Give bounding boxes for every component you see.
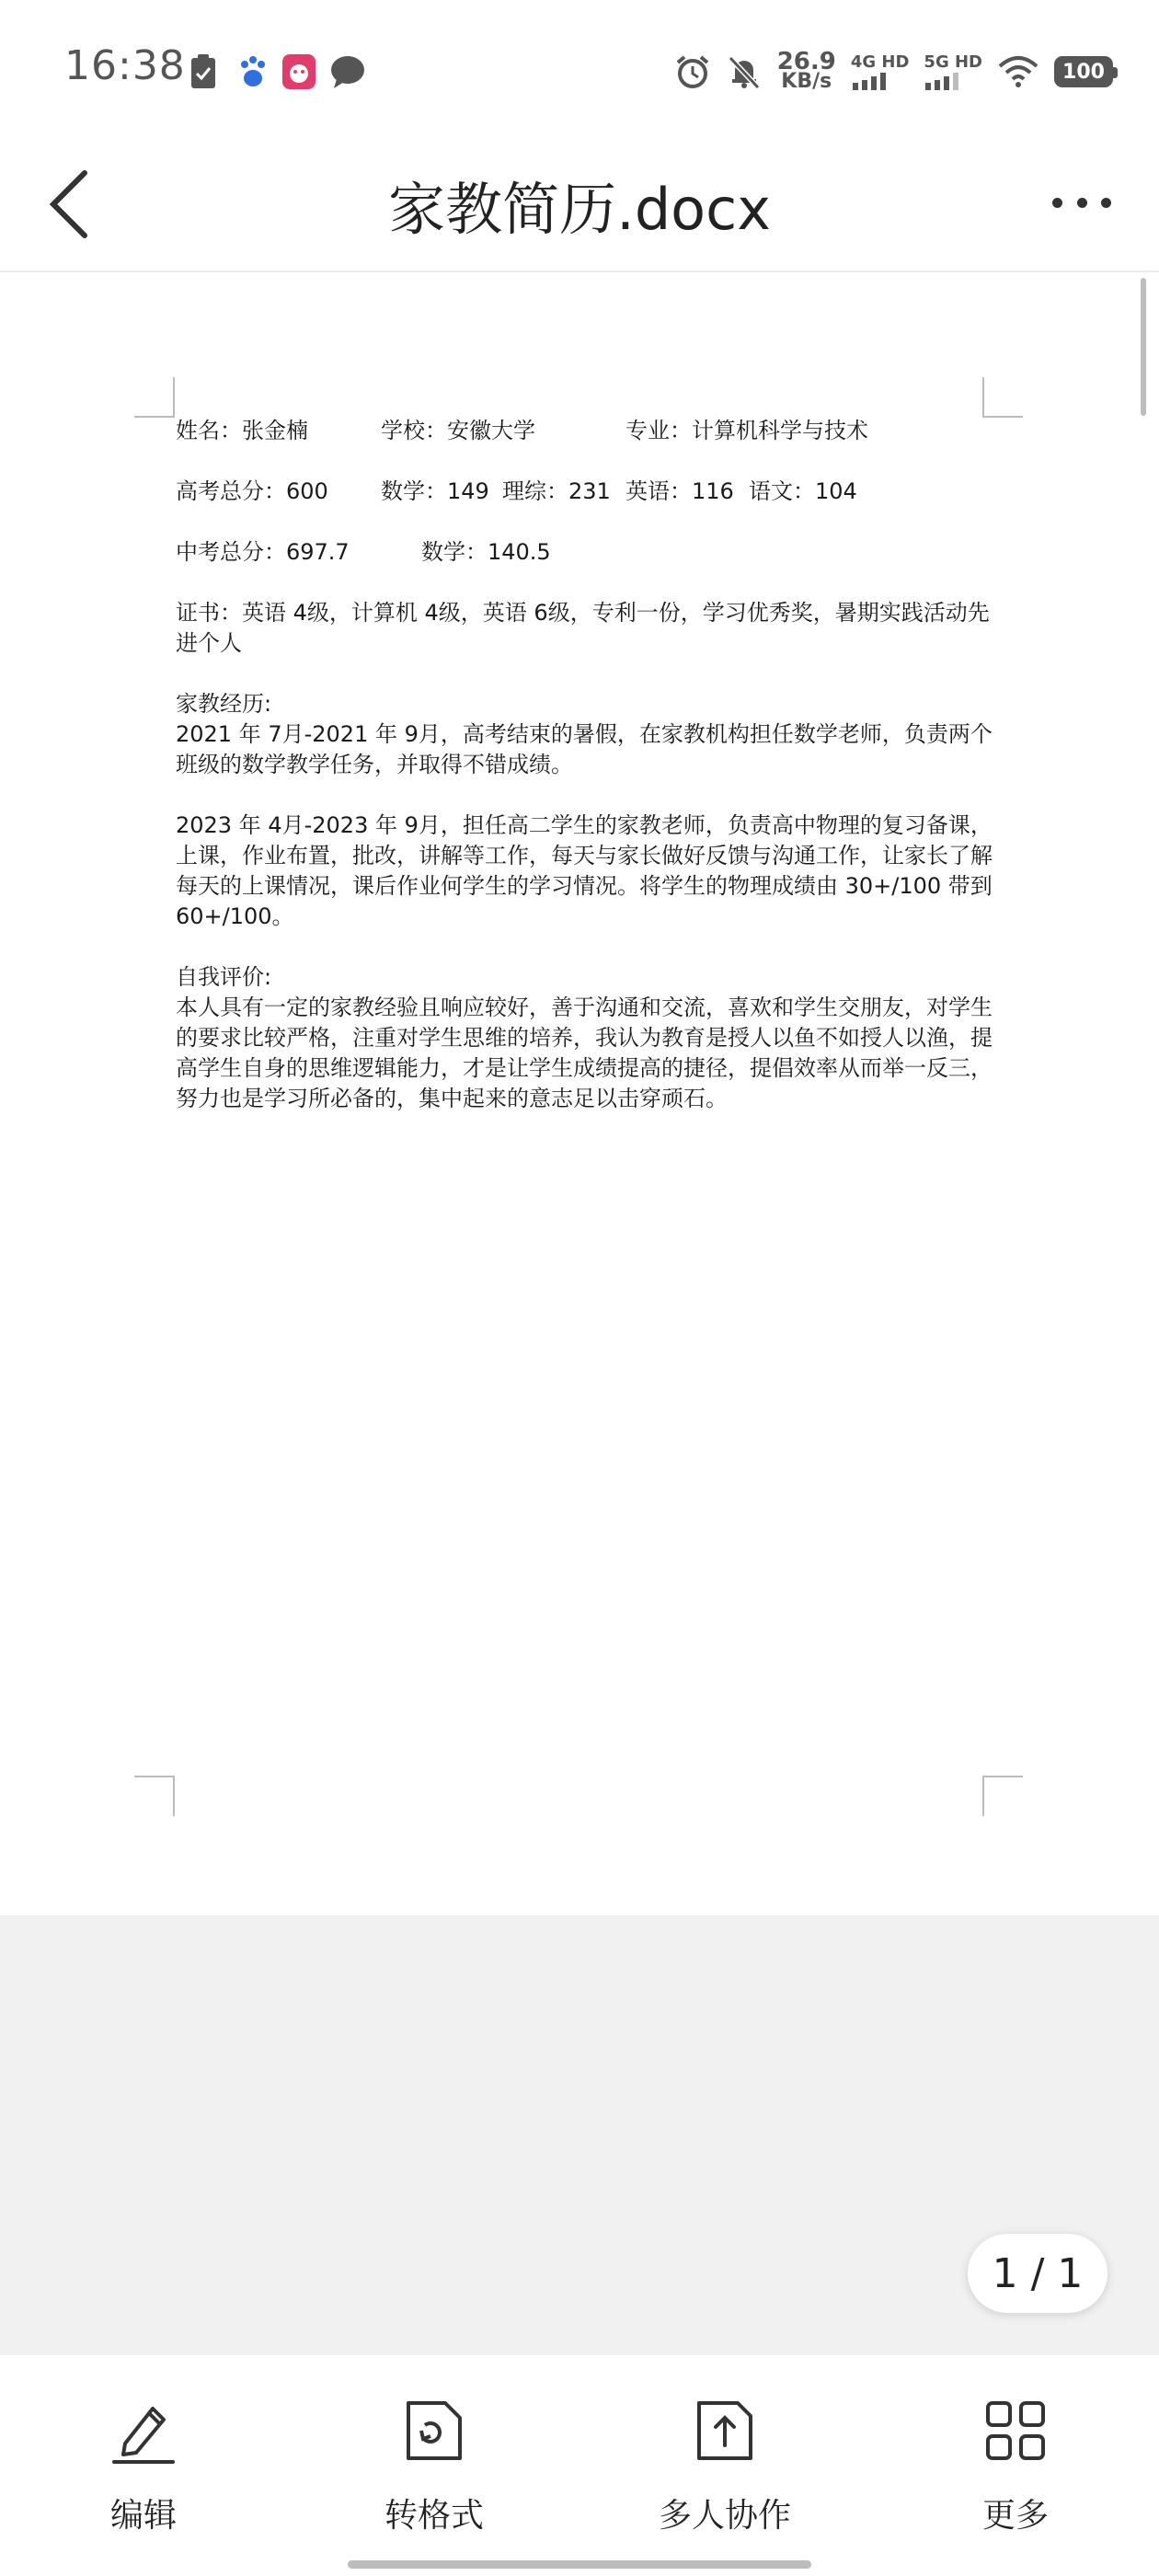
signal-bars-icon (924, 72, 964, 90)
page-corner-mark (134, 377, 175, 418)
pencil-icon (109, 2396, 178, 2466)
score-row (176, 477, 1004, 507)
share-doc-icon (690, 2396, 760, 2466)
name-field: 姓名：张金楠 (176, 418, 308, 443)
science-score: 理综：231 (502, 478, 611, 504)
major-field: 专业：计算机科学与技术 (625, 418, 868, 443)
dot-icon (1052, 198, 1062, 208)
bottom-toolbar (0, 2355, 1159, 2576)
baidu-icon (237, 53, 269, 90)
status-bar (0, 0, 1159, 138)
dot-icon (1077, 198, 1087, 208)
grid-icon (981, 2396, 1050, 2466)
zhongkao-score: 中考总分：697.7 (176, 539, 350, 565)
status-time: 16:38 (64, 42, 186, 89)
page-counter[interactable]: 1 / 1 (968, 2234, 1107, 2313)
file-convert-icon (399, 2396, 469, 2466)
gaokao-score: 高考总分：600 (176, 478, 328, 504)
page-title: 家教简历.docx (388, 176, 771, 243)
app-badge-icon (281, 53, 316, 90)
mute-icon (726, 53, 763, 90)
status-indicators (674, 48, 1113, 96)
net-speed: 26.9 KB/s (776, 48, 836, 93)
page-corner-mark (982, 377, 1023, 418)
convert-format-button[interactable] (333, 2396, 535, 2552)
english-score: 英语：116 (625, 478, 734, 504)
sim1-signal: 4G HD (851, 53, 910, 90)
experience-paragraph: 2023 年 4月-2023 年 9月，担任高二学生的家教老师，负责高中物理的复习备课，上课，作业布置，批改，讲解等工作，每天与家长做好反馈与沟通工作，让家长了解每天的上课情况，课后作业何学生的学习情况。将学生的物理成绩由 30+/100 带到 60+/100。 (176, 812, 993, 929)
math-score: 数学：149 (381, 478, 489, 504)
info-row (176, 416, 1004, 446)
page-corner-mark (982, 1776, 1023, 1816)
alarm-icon (674, 53, 711, 90)
convert-format-label: 转格式 (384, 2497, 484, 2535)
page-corner-mark (134, 1776, 175, 1816)
certificates-paragraph: 证书：英语 4级，计算机 4级，英语 6级，专利一份，学习优秀奖，暑期实践活动先进个人 (176, 600, 990, 656)
document-page (176, 416, 1004, 1114)
self-eval-paragraph: 本人具有一定的家教经验且响应较好，善于沟通和交流，喜欢和学生交朋友，对学生的要求比较严格，注重对学生思维的培养，我认为教育是授人以鱼不如授人以渔，提高学生自身的思维逻辑能力，才是让学生成绩提高的捷径，提倡效率从而举一反三，努力也是学习所必备的，集中起来的意志足以击穿顽石。 (176, 995, 993, 1111)
edit-button[interactable] (42, 2396, 245, 2552)
scrollbar[interactable] (1141, 278, 1146, 416)
wifi-icon (997, 55, 1039, 88)
home-indicator[interactable] (348, 2560, 811, 2569)
clipboard-icon (189, 53, 217, 90)
self-eval-heading: 自我评价: (176, 964, 272, 990)
chat-bubble-icon (329, 53, 366, 90)
edit-label: 编辑 (109, 2497, 177, 2535)
collaborate-button[interactable] (624, 2396, 826, 2552)
zhongkao-row (176, 537, 1004, 568)
experience-paragraph: 2021 年 7月-2021 年 9月，高考结束的暑假，在家教机构担任数学老师，负责两个班级的数学教学任务，并取得不错成绩。 (176, 721, 993, 777)
battery-indicator: 100 (1054, 56, 1113, 87)
collaborate-label: 多人协作 (658, 2497, 791, 2535)
more-button[interactable] (914, 2396, 1117, 2552)
zhongkao-math-score: 数学：140.5 (421, 539, 551, 565)
dot-icon (1101, 198, 1111, 208)
more-label: 更多 (981, 2497, 1049, 2535)
chinese-score: 语文：104 (749, 478, 857, 504)
school-field: 学校：安徽大学 (381, 418, 535, 443)
signal-bars-icon (851, 72, 891, 90)
experience-heading: 家教经历: (176, 691, 272, 717)
more-options-button[interactable] (1045, 175, 1119, 230)
sim2-signal: 5G HD (924, 53, 982, 90)
title-bar (0, 138, 1159, 272)
